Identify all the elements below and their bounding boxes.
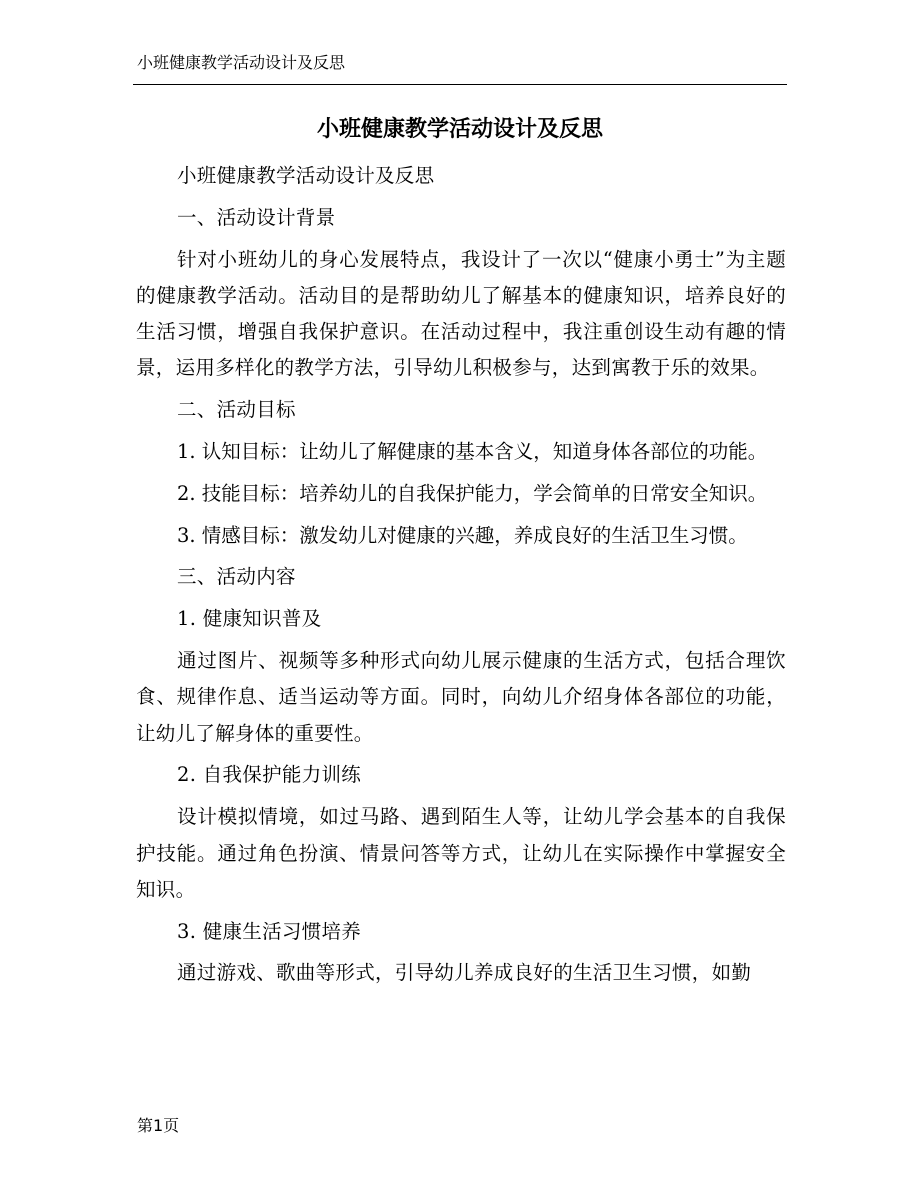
goal-item-skill: 2. 技能目标：培养幼儿的自我保护能力，学会简单的日常安全知识。 <box>177 481 768 505</box>
section-heading-goals: 二、活动目标 <box>177 398 296 422</box>
header-divider <box>133 84 787 85</box>
section-heading-content: 三、活动内容 <box>177 565 296 589</box>
page-header: 小班健康教学活动设计及反思 <box>137 53 346 72</box>
paragraph-background: 针对小班幼儿的身心发展特点，我设计了一次以“健康小勇士”为主题的健康教学活动。活动目的是帮助幼儿了解基本的健康知识，培养良好的生活习惯，增强自我保护意识。在活动过程中，我注重创设生动有趣的情景，运用多样化的教学方法，引导幼儿积极参与，达到寓教于乐的效果。 <box>136 247 786 380</box>
paragraph-habits: 通过游戏、歌曲等形式，引导幼儿养成良好的生活卫生习惯，如勤 <box>177 961 752 985</box>
paragraph-knowledge: 通过图片、视频等多种形式向幼儿展示健康的生活方式，包括合理饮食、规律作息、适当运动等方面。同时，向幼儿介绍身体各部位的功能，让幼儿了解身体的重要性。 <box>136 649 786 745</box>
document-title: 小班健康教学活动设计及反思 <box>316 117 603 142</box>
goal-item-emotion: 3. 情感目标：激发幼儿对健康的兴趣，养成良好的生活卫生习惯。 <box>177 523 748 547</box>
page-number: 第1页 <box>137 1116 180 1135</box>
paragraph-self-protection: 设计模拟情境，如过马路、遇到陌生人等，让幼儿学会基本的自我保护技能。通过角色扮演、情景问答等方式，让幼儿在实际操作中掌握安全知识。 <box>136 805 786 901</box>
goal-item-cognitive: 1. 认知目标：让幼儿了解健康的基本含义，知道身体各部位的功能。 <box>177 440 768 464</box>
content-subheading-self-protection: 2. 自我保护能力训练 <box>177 763 362 787</box>
content-subheading-knowledge: 1. 健康知识普及 <box>177 607 322 631</box>
content-subheading-habits: 3. 健康生活习惯培养 <box>177 919 362 943</box>
document-body <box>136 158 786 997</box>
section-heading-background: 一、活动设计背景 <box>177 205 336 229</box>
paragraph-subtitle: 小班健康教学活动设计及反思 <box>177 164 435 187</box>
